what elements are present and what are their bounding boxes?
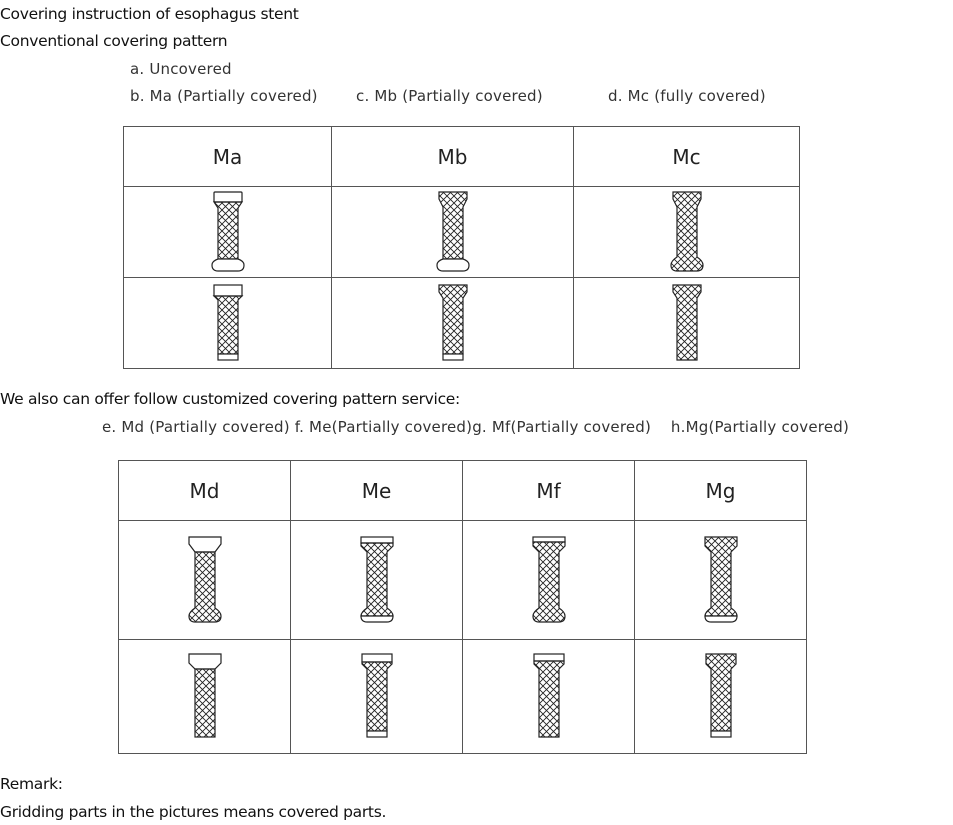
conventional-heading: Conventional covering pattern bbox=[0, 32, 228, 50]
stent-me-straight bbox=[291, 640, 463, 754]
stent-mg-straight-icon bbox=[701, 651, 741, 743]
stent-mb-straight bbox=[332, 278, 574, 369]
stent-mf-flared-icon bbox=[529, 534, 569, 626]
header-mf: Mf bbox=[463, 461, 635, 521]
header-mb: Mb bbox=[332, 127, 574, 187]
stent-mg-flared bbox=[635, 521, 807, 640]
stent-md-flared bbox=[119, 521, 291, 640]
stent-md-flared-icon bbox=[185, 534, 225, 626]
stent-mb-straight-icon bbox=[433, 282, 473, 364]
stent-mc-flared bbox=[574, 187, 800, 278]
custom-heading: We also can offer follow customized covering pattern service: bbox=[0, 390, 460, 408]
stent-mc-straight bbox=[574, 278, 800, 369]
stent-ma-straight-icon bbox=[208, 282, 248, 364]
remark-text: Gridding parts in the pictures means covered parts. bbox=[0, 803, 387, 821]
stent-mg-flared-icon bbox=[701, 534, 741, 626]
conventional-pattern-table bbox=[123, 126, 800, 369]
stent-mb-flared bbox=[332, 187, 574, 278]
stent-mb-flared-icon bbox=[433, 189, 473, 275]
stent-mg-straight bbox=[635, 640, 807, 754]
stent-mf-straight bbox=[463, 640, 635, 754]
stent-ma-flared-icon bbox=[208, 189, 248, 275]
custom-pattern-table bbox=[118, 460, 807, 754]
header-mc: Mc bbox=[574, 127, 800, 187]
stent-ma-straight bbox=[124, 278, 332, 369]
stent-mf-straight-icon bbox=[529, 651, 569, 743]
remark-label: Remark: bbox=[0, 775, 63, 793]
header-md: Md bbox=[119, 461, 291, 521]
stent-md-straight-icon bbox=[185, 651, 225, 743]
document-title: Covering instruction of esophagus stent bbox=[0, 5, 299, 23]
header-ma: Ma bbox=[124, 127, 332, 187]
stent-mc-straight-icon bbox=[667, 282, 707, 364]
option-a: a. Uncovered bbox=[130, 60, 232, 78]
option-d: d. Mc (fully covered) bbox=[608, 87, 766, 105]
option-b: b. Ma (Partially covered) bbox=[130, 87, 318, 105]
option-c: c. Mb (Partially covered) bbox=[356, 87, 543, 105]
header-me: Me bbox=[291, 461, 463, 521]
stent-me-straight-icon bbox=[357, 651, 397, 743]
stent-me-flared-icon bbox=[357, 534, 397, 626]
stent-mc-flared-icon bbox=[667, 189, 707, 275]
stent-mf-flared bbox=[463, 521, 635, 640]
custom-options: e. Md (Partially covered) f. Me(Partially covered)g. Mf(Partially covered) h.Mg(Partially covered) bbox=[102, 418, 850, 436]
stent-ma-flared bbox=[124, 187, 332, 278]
stent-md-straight bbox=[119, 640, 291, 754]
header-mg: Mg bbox=[635, 461, 807, 521]
stent-me-flared bbox=[291, 521, 463, 640]
